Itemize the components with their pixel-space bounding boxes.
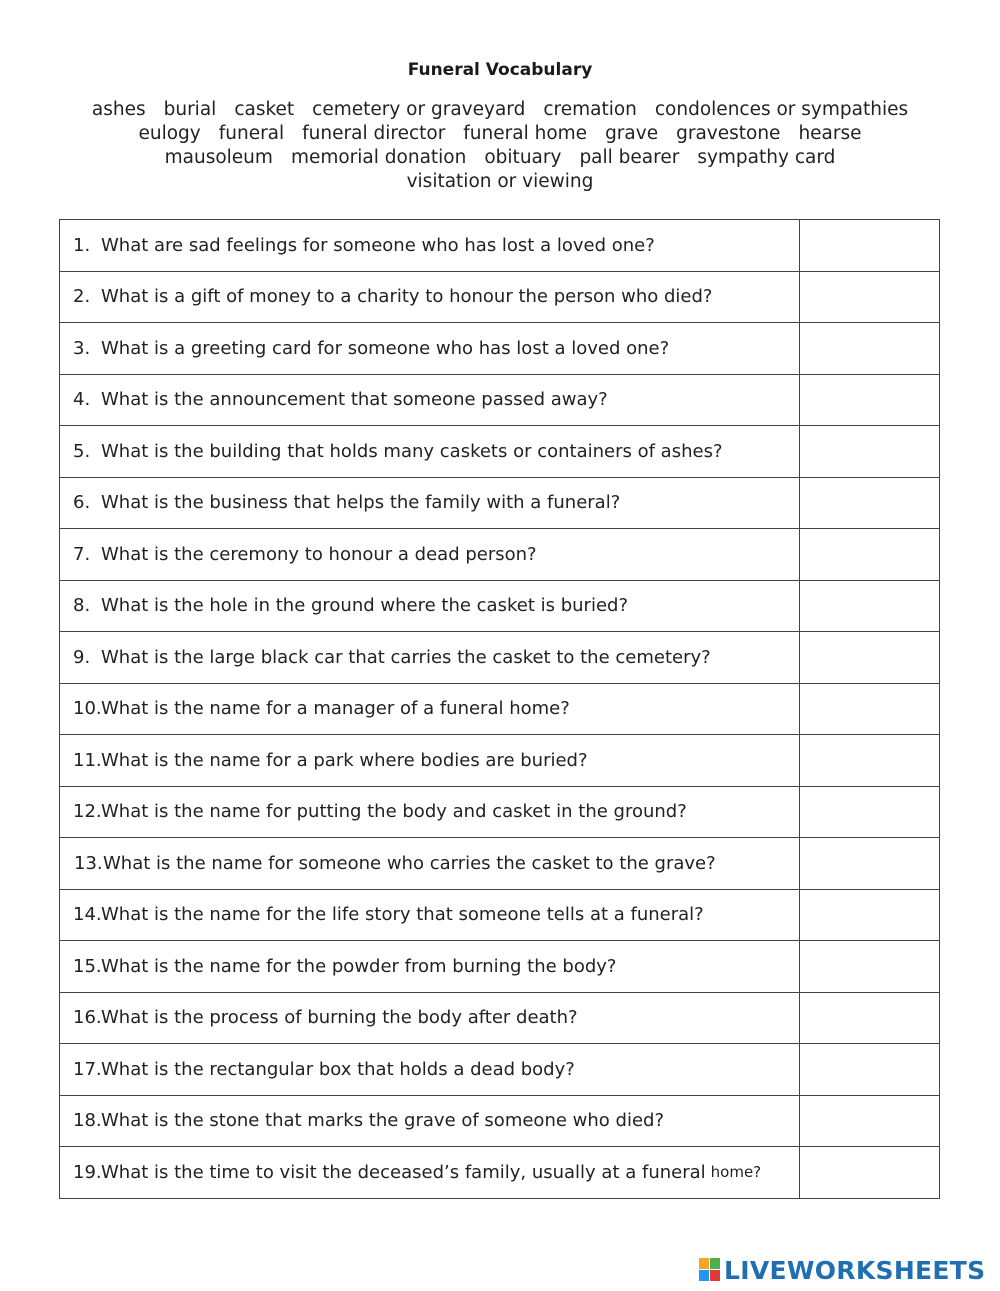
question-cell (60, 838, 800, 890)
word-bank-term: obituary (484, 147, 562, 168)
question-number: 8. (73, 595, 91, 617)
question-number: 6. (73, 492, 91, 514)
answer-input[interactable] (800, 1096, 939, 1147)
answer-input[interactable] (800, 838, 939, 889)
question-text: What is the ceremony to honour a dead person? (101, 543, 537, 565)
question-cell (60, 735, 800, 787)
question-row (60, 992, 940, 1044)
question-text: What is the rectangular box that holds a dead body? (101, 1058, 575, 1080)
word-bank-term: funeral director (302, 123, 446, 144)
answer-cell (800, 735, 940, 787)
question-cell (60, 889, 800, 941)
answer-input[interactable] (800, 375, 939, 426)
liveworksheets-logo-icon (699, 1258, 721, 1282)
question-number: 10. (73, 698, 102, 720)
question-row (60, 529, 940, 581)
question-number: 2. (73, 286, 91, 308)
question-row (60, 477, 940, 529)
answer-input[interactable] (800, 632, 939, 683)
question-cell (60, 580, 800, 632)
answer-cell (800, 1044, 940, 1096)
answer-cell (800, 426, 940, 478)
question-number: 5. (73, 440, 91, 462)
question-text: What is the large black car that carries the casket to the cemetery? (101, 646, 711, 668)
word-bank (50, 98, 950, 194)
question-text: What is the name for the life story that someone tells at a funeral? (101, 904, 704, 926)
answer-input[interactable] (800, 1147, 939, 1198)
question-text: What is the name for someone who carries the casket to the grave? (103, 852, 716, 874)
question-text: What is a greeting card for someone who has lost a loved one? (101, 337, 670, 359)
question-cell (60, 683, 800, 735)
question-cell (60, 529, 800, 581)
question-number: 1. (73, 234, 91, 256)
answer-cell (800, 786, 940, 838)
answer-cell (800, 1147, 940, 1199)
question-number: 9. (73, 646, 91, 668)
answer-input[interactable] (800, 1044, 939, 1095)
answer-input[interactable] (800, 323, 939, 374)
question-cell (60, 271, 800, 323)
answer-cell (800, 580, 940, 632)
question-text: What is the hole in the ground where the casket is buried? (101, 595, 628, 617)
question-row (60, 838, 940, 890)
answer-input[interactable] (800, 787, 939, 838)
word-bank-term: gravestone (676, 123, 781, 144)
question-number: 17. (73, 1058, 102, 1080)
question-row (60, 735, 940, 787)
question-row (60, 271, 940, 323)
question-cell (60, 477, 800, 529)
question-text: What is the name for the powder from burning the body? (101, 955, 617, 977)
answer-input[interactable] (800, 426, 939, 477)
question-text: What is a gift of money to a charity to honour the person who died? (101, 286, 713, 308)
question-cell (60, 220, 800, 272)
question-number: 19. (73, 1161, 102, 1183)
questions-table (59, 219, 940, 1199)
question-text: What are sad feelings for someone who has lost a loved one? (101, 234, 655, 256)
question-text: What is the process of burning the body after death? (101, 1007, 578, 1029)
answer-input[interactable] (800, 478, 939, 529)
word-bank-term: cremation (543, 99, 637, 120)
question-cell (60, 1044, 800, 1096)
word-bank-term: eulogy (138, 123, 201, 144)
answer-cell (800, 323, 940, 375)
question-text-tail: home? (710, 1163, 762, 1182)
question-cell (60, 632, 800, 684)
word-bank-term: burial (163, 99, 217, 120)
answer-cell (800, 838, 940, 890)
answer-input[interactable] (800, 941, 939, 992)
question-row (60, 889, 940, 941)
answer-input[interactable] (800, 735, 939, 786)
question-cell (60, 374, 800, 426)
question-row (60, 941, 940, 993)
word-bank-term: visitation or viewing (406, 171, 594, 192)
word-bank-term: condolences or sympathies (654, 99, 909, 120)
question-number: 4. (73, 389, 91, 411)
word-bank-term: funeral home (463, 123, 588, 144)
answer-cell (800, 477, 940, 529)
question-text: What is the name for a park where bodies are buried? (101, 749, 588, 771)
answer-input[interactable] (800, 684, 939, 735)
question-number: 14. (73, 904, 102, 926)
word-bank-line (50, 170, 950, 194)
question-row (60, 632, 940, 684)
question-number: 3. (73, 337, 91, 359)
question-cell (60, 1095, 800, 1147)
answer-cell (800, 1095, 940, 1147)
word-bank-term: memorial donation (290, 147, 467, 168)
answer-cell (800, 271, 940, 323)
question-number: 11. (73, 749, 102, 771)
word-bank-term: cemetery or graveyard (312, 99, 526, 120)
word-bank-line (50, 146, 950, 170)
answer-input[interactable] (800, 581, 939, 632)
question-cell (60, 1147, 800, 1199)
question-cell (60, 992, 800, 1044)
question-row (60, 374, 940, 426)
answer-cell (800, 992, 940, 1044)
question-number: 15. (73, 955, 102, 977)
question-row (60, 323, 940, 375)
word-bank-line (50, 98, 950, 122)
answer-cell (800, 889, 940, 941)
worksheet-title: Funeral Vocabulary (407, 60, 593, 80)
question-text: What is the stone that marks the grave of someone who died? (101, 1110, 664, 1132)
question-number: 13. (74, 852, 103, 874)
logo-text: LIVEWORKSHEETS (724, 1255, 986, 1285)
answer-cell (800, 374, 940, 426)
question-text: What is the announcement that someone passed away? (101, 389, 608, 411)
word-bank-term: funeral (218, 123, 285, 144)
word-bank-term: ashes (91, 99, 146, 120)
answer-cell (800, 683, 940, 735)
question-text: What is the business that helps the family with a funeral? (101, 492, 621, 514)
question-row (60, 426, 940, 478)
word-bank-term: grave (605, 123, 659, 144)
question-text: What is the name for a manager of a funeral home? (101, 698, 570, 720)
question-text: What is the building that holds many caskets or containers of ashes? (101, 440, 723, 462)
question-text: What is the time to visit the deceased’s family, usually at a funeral (101, 1161, 706, 1183)
word-bank-line (50, 122, 950, 146)
answer-cell (800, 632, 940, 684)
question-cell (60, 786, 800, 838)
question-number: 12. (73, 801, 102, 823)
question-row (60, 580, 940, 632)
question-row (60, 1044, 940, 1096)
question-cell (60, 941, 800, 993)
question-number: 16. (73, 1007, 102, 1029)
question-cell (60, 323, 800, 375)
question-row (60, 786, 940, 838)
word-bank-term: sympathy card (697, 147, 836, 168)
answer-input[interactable] (800, 529, 939, 580)
question-row (60, 683, 940, 735)
answer-cell (800, 941, 940, 993)
answer-input[interactable] (800, 993, 939, 1044)
answer-cell (800, 529, 940, 581)
question-row (60, 220, 940, 272)
word-bank-term: hearse (798, 123, 862, 144)
liveworksheets-logo (699, 1255, 985, 1285)
answer-cell (800, 220, 940, 272)
word-bank-term: mausoleum (164, 147, 273, 168)
word-bank-term: pall bearer (579, 147, 680, 168)
question-row (60, 1147, 940, 1199)
question-number: 18. (73, 1110, 102, 1132)
question-cell (60, 426, 800, 478)
question-number: 7. (73, 543, 91, 565)
answer-input[interactable] (800, 272, 939, 323)
answer-input[interactable] (800, 890, 939, 941)
question-row (60, 1095, 940, 1147)
word-bank-term: casket (234, 99, 295, 120)
answer-input[interactable] (800, 220, 939, 271)
question-text: What is the name for putting the body and casket in the ground? (101, 801, 687, 823)
